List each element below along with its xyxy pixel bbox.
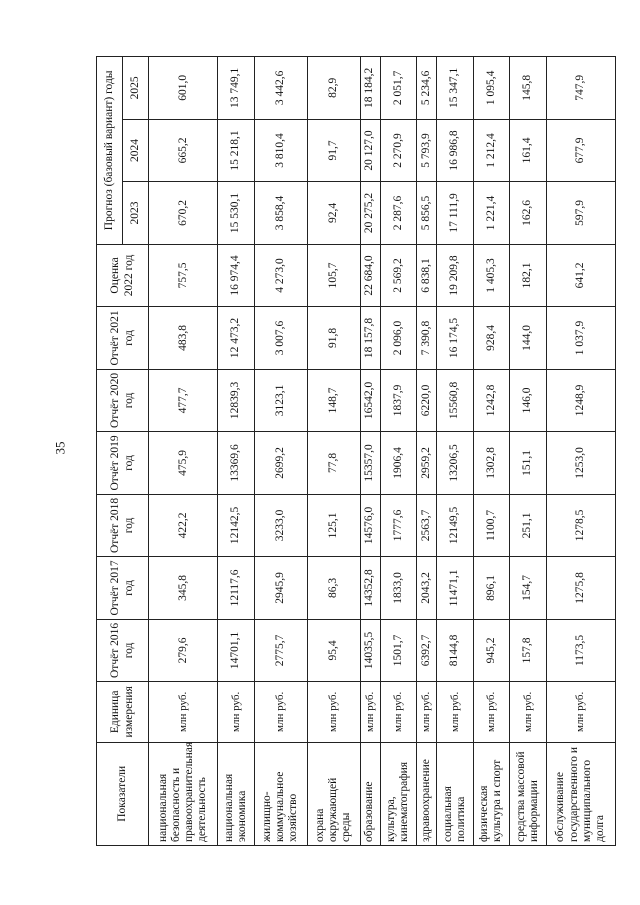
row-indicator: физическая культура и спорт bbox=[473, 742, 509, 845]
row-value: 2 287,6 bbox=[380, 182, 416, 245]
row-value: 279,6 bbox=[149, 619, 218, 682]
row-value: 1100,7 bbox=[473, 494, 509, 557]
row-indicator: национальная безопасность и правоохранительная деятельность bbox=[149, 742, 218, 845]
row-value: 146,0 bbox=[510, 369, 546, 432]
table-row bbox=[546, 57, 615, 846]
header-forecast-group: Прогноз (базовый вариант) годы bbox=[97, 57, 123, 245]
table-row bbox=[149, 57, 218, 846]
row-value: 3 442,6 bbox=[254, 57, 307, 120]
row-value: 86,3 bbox=[307, 557, 360, 620]
row-value: 15 347,1 bbox=[437, 57, 473, 120]
row-value: 2 569,2 bbox=[380, 244, 416, 307]
row-unit: млн руб. bbox=[149, 682, 218, 742]
table-frame bbox=[96, 56, 616, 846]
row-indicator: культура, кинематография bbox=[380, 742, 416, 845]
row-value: 5 856,5 bbox=[417, 182, 437, 245]
table-row bbox=[510, 57, 546, 846]
row-value: 15 218,1 bbox=[218, 119, 254, 182]
row-value: 601,0 bbox=[149, 57, 218, 120]
row-value: 3 858,4 bbox=[254, 182, 307, 245]
row-value: 12839,3 bbox=[218, 369, 254, 432]
header-year: Отчёт 2016 год bbox=[97, 619, 149, 682]
row-value: 597,9 bbox=[546, 182, 615, 245]
row-value: 1173,5 bbox=[546, 619, 615, 682]
table-row bbox=[417, 57, 437, 846]
row-value: 1833,0 bbox=[380, 557, 416, 620]
row-unit: млн руб. bbox=[254, 682, 307, 742]
row-value: 18 157,8 bbox=[360, 307, 380, 370]
row-unit: млн руб. bbox=[510, 682, 546, 742]
row-value: 3 810,4 bbox=[254, 119, 307, 182]
table-row bbox=[473, 57, 509, 846]
row-value: 896,1 bbox=[473, 557, 509, 620]
header-forecast-year: 2023 bbox=[123, 182, 149, 245]
row-value: 20 275,2 bbox=[360, 182, 380, 245]
row-value: 22 684,0 bbox=[360, 244, 380, 307]
row-value: 14352,8 bbox=[360, 557, 380, 620]
row-value: 92,4 bbox=[307, 182, 360, 245]
row-value: 2043,2 bbox=[417, 557, 437, 620]
row-value: 16 974,4 bbox=[218, 244, 254, 307]
row-value: 1302,8 bbox=[473, 432, 509, 495]
row-value: 11471,1 bbox=[437, 557, 473, 620]
header-year: Отчёт 2017 год bbox=[97, 557, 149, 620]
row-value: 2563,7 bbox=[417, 494, 437, 557]
row-value: 8144,8 bbox=[437, 619, 473, 682]
row-value: 1 405,3 bbox=[473, 244, 509, 307]
row-indicator: средства массовой информации bbox=[510, 742, 546, 845]
row-value: 14035,5 bbox=[360, 619, 380, 682]
row-value: 2699,2 bbox=[254, 432, 307, 495]
row-value: 182,1 bbox=[510, 244, 546, 307]
row-value: 1 221,4 bbox=[473, 182, 509, 245]
row-value: 677,9 bbox=[546, 119, 615, 182]
row-value: 422,2 bbox=[149, 494, 218, 557]
row-value: 665,2 bbox=[149, 119, 218, 182]
row-value: 19 209,8 bbox=[437, 244, 473, 307]
row-unit: млн руб. bbox=[417, 682, 437, 742]
row-value: 15560,8 bbox=[437, 369, 473, 432]
row-value: 16 174,5 bbox=[437, 307, 473, 370]
row-value: 161,4 bbox=[510, 119, 546, 182]
row-value: 670,2 bbox=[149, 182, 218, 245]
table-body bbox=[149, 57, 616, 846]
row-value: 13 749,1 bbox=[218, 57, 254, 120]
header-forecast-year: 2024 bbox=[123, 119, 149, 182]
row-value: 483,8 bbox=[149, 307, 218, 370]
header-row-1 bbox=[97, 57, 123, 846]
row-value: 125,1 bbox=[307, 494, 360, 557]
row-unit: млн руб. bbox=[307, 682, 360, 742]
row-value: 5 234,6 bbox=[417, 57, 437, 120]
row-value: 91,7 bbox=[307, 119, 360, 182]
header-unit: Единица измерения bbox=[97, 682, 149, 742]
row-value: 2 051,7 bbox=[380, 57, 416, 120]
row-value: 77,8 bbox=[307, 432, 360, 495]
row-unit: млн руб. bbox=[218, 682, 254, 742]
row-value: 1501,7 bbox=[380, 619, 416, 682]
row-value: 95,4 bbox=[307, 619, 360, 682]
row-value: 928,4 bbox=[473, 307, 509, 370]
header-year: Отчёт 2021 год bbox=[97, 307, 149, 370]
row-indicator: национальная экономика bbox=[218, 742, 254, 845]
header-year: Оценка 2022 год bbox=[97, 244, 149, 307]
row-value: 1 095,4 bbox=[473, 57, 509, 120]
row-value: 3123,1 bbox=[254, 369, 307, 432]
row-value: 91,8 bbox=[307, 307, 360, 370]
row-value: 144,0 bbox=[510, 307, 546, 370]
row-value: 747,9 bbox=[546, 57, 615, 120]
table-row bbox=[218, 57, 254, 846]
row-value: 757,5 bbox=[149, 244, 218, 307]
row-value: 18 184,2 bbox=[360, 57, 380, 120]
row-value: 1253,0 bbox=[546, 432, 615, 495]
row-value: 1906,4 bbox=[380, 432, 416, 495]
row-value: 15357,0 bbox=[360, 432, 380, 495]
row-value: 345,8 bbox=[149, 557, 218, 620]
row-value: 148,7 bbox=[307, 369, 360, 432]
row-value: 1777,6 bbox=[380, 494, 416, 557]
row-value: 1248,9 bbox=[546, 369, 615, 432]
row-value: 3 007,6 bbox=[254, 307, 307, 370]
row-value: 641,2 bbox=[546, 244, 615, 307]
table-row bbox=[307, 57, 360, 846]
row-value: 1278,5 bbox=[546, 494, 615, 557]
budget-table-rotated bbox=[96, 56, 616, 846]
row-value: 16 986,8 bbox=[437, 119, 473, 182]
header-year: Отчёт 2018 год bbox=[97, 494, 149, 557]
row-value: 475,9 bbox=[149, 432, 218, 495]
row-value: 14576,0 bbox=[360, 494, 380, 557]
row-indicator: охрана окружающей среды bbox=[307, 742, 360, 845]
row-value: 162,6 bbox=[510, 182, 546, 245]
row-value: 17 111,9 bbox=[437, 182, 473, 245]
row-value: 154,7 bbox=[510, 557, 546, 620]
row-value: 1242,8 bbox=[473, 369, 509, 432]
row-value: 477,7 bbox=[149, 369, 218, 432]
row-value: 945,2 bbox=[473, 619, 509, 682]
row-unit: млн руб. bbox=[473, 682, 509, 742]
row-unit: млн руб. bbox=[546, 682, 615, 742]
header-forecast-year: 2025 bbox=[123, 57, 149, 120]
row-value: 151,1 bbox=[510, 432, 546, 495]
row-indicator: социальная политика bbox=[437, 742, 473, 845]
header-year: Отчёт 2020 год bbox=[97, 369, 149, 432]
row-value: 13369,6 bbox=[218, 432, 254, 495]
page-number: 35 bbox=[52, 441, 68, 455]
row-value: 14701,1 bbox=[218, 619, 254, 682]
row-value: 6220,0 bbox=[417, 369, 437, 432]
row-unit: млн руб. bbox=[360, 682, 380, 742]
row-value: 2945,9 bbox=[254, 557, 307, 620]
row-value: 1 037,9 bbox=[546, 307, 615, 370]
row-value: 16542,0 bbox=[360, 369, 380, 432]
header-indicator: Показатели bbox=[97, 742, 149, 845]
row-value: 12142,5 bbox=[218, 494, 254, 557]
row-unit: млн руб. bbox=[437, 682, 473, 742]
row-value: 5 793,9 bbox=[417, 119, 437, 182]
row-value: 2 270,9 bbox=[380, 119, 416, 182]
row-value: 13206,5 bbox=[437, 432, 473, 495]
row-value: 1837,9 bbox=[380, 369, 416, 432]
row-value: 12117,6 bbox=[218, 557, 254, 620]
row-indicator: обслуживание государственного и муниципального долга bbox=[546, 742, 615, 845]
row-value: 6 838,1 bbox=[417, 244, 437, 307]
row-value: 4 273,0 bbox=[254, 244, 307, 307]
row-value: 145,8 bbox=[510, 57, 546, 120]
row-value: 6392,7 bbox=[417, 619, 437, 682]
row-value: 12 473,2 bbox=[218, 307, 254, 370]
row-value: 105,7 bbox=[307, 244, 360, 307]
row-indicator: образование bbox=[360, 742, 380, 845]
row-value: 157,8 bbox=[510, 619, 546, 682]
row-indicator: здравоохранение bbox=[417, 742, 437, 845]
row-value: 2775,7 bbox=[254, 619, 307, 682]
row-value: 1 212,4 bbox=[473, 119, 509, 182]
row-value: 15 530,1 bbox=[218, 182, 254, 245]
row-value: 7 390,8 bbox=[417, 307, 437, 370]
row-value: 20 127,0 bbox=[360, 119, 380, 182]
row-value: 2959,2 bbox=[417, 432, 437, 495]
row-value: 251,1 bbox=[510, 494, 546, 557]
row-value: 82,9 bbox=[307, 57, 360, 120]
row-value: 3233,0 bbox=[254, 494, 307, 557]
table-row bbox=[360, 57, 380, 846]
row-value: 2 096,0 bbox=[380, 307, 416, 370]
row-value: 12149,5 bbox=[437, 494, 473, 557]
table-row bbox=[437, 57, 473, 846]
row-unit: млн руб. bbox=[380, 682, 416, 742]
row-indicator: жилищно-коммунальное хозяйство bbox=[254, 742, 307, 845]
table-row bbox=[380, 57, 416, 846]
row-value: 1275,8 bbox=[546, 557, 615, 620]
header-year: Отчёт 2019 год bbox=[97, 432, 149, 495]
budget-expenditure-table bbox=[96, 56, 616, 846]
table-row bbox=[254, 57, 307, 846]
